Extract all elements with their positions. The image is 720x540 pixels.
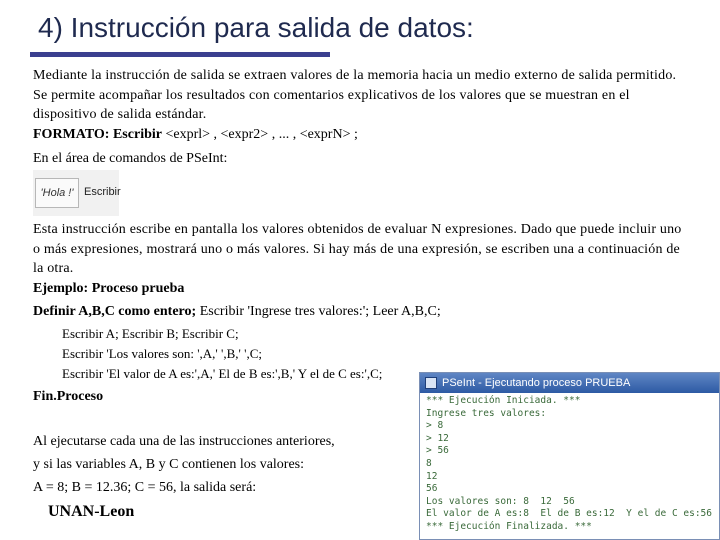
result-line-3: A = 8; B = 12.36; C = 56, la salida será: (33, 480, 257, 495)
app-icon (425, 377, 437, 389)
example-label: Ejemplo: Proceso prueba (33, 281, 185, 296)
code-line-2: Escribir 'Los valores son: ',A,' ',B,' ',C; (62, 346, 263, 361)
format-text: <exprl> , <expr2> , ... , <exprN> ; (161, 127, 358, 142)
code-line-1: Escribir A; Escribir B; Escribir C; (62, 326, 239, 341)
window-title: PSeInt - Ejecutando proceso PRUEBA (442, 377, 631, 389)
area-text: En el área de comandos de PSeInt: (33, 151, 228, 166)
hola-icon: 'Hola !' (35, 178, 79, 208)
page-title: 4) Instrucción para salida de datos: (38, 12, 474, 43)
code-line-3: Escribir 'El valor de A es:',A,' El de B es:',B,' Y el de C es:',C; (62, 366, 383, 381)
result-line-2: y si las variables A, B y C contienen los valores: (33, 457, 305, 472)
format-line (33, 127, 358, 143)
result-line-1: Al ejecutarse cada una de las instrucciones anteriores, (33, 434, 335, 449)
define-label: Definir A,B,C como entero; (33, 304, 197, 319)
end-label: Fin.Proceso (33, 389, 104, 404)
escribir-label: Escribir (84, 186, 121, 198)
pseint-output-window[interactable] (419, 372, 720, 540)
window-titlebar[interactable] (420, 373, 719, 393)
escribir-button[interactable] (33, 170, 119, 216)
signature: UNAN-Leon (48, 503, 135, 520)
intro-paragraph: Mediante la instrucción de salida se extraen valores de la memoria hacia un medio externo de salida permitido. Se permite acompañar los resultados con comentarios explicativos de los valores que se muestran en el dispositivo de salida estándar. (33, 68, 677, 122)
define-rest: Escribir 'Ingrese tres valores:'; Leer A,B,C; (196, 304, 441, 319)
define-line (33, 304, 441, 320)
console-output: *** Ejecución Iniciada. *** Ingrese tres valores: > 8 > 12 > 56 8 12 56 Los valores son: 8 12 56 El valor de A es:8 El de B es:12 Y el de C es:56 *** Ejecución Finalizada. *** (426, 395, 712, 532)
title-underline (30, 52, 330, 57)
format-label: FORMATO: Escribir (33, 127, 162, 142)
description-paragraph: Esta instrucción escribe en pantalla los valores obtenidos de evaluar N expresiones. Dado que puede incluir uno o más expresiones, mostrará uno o más valores. Si hay más de una expresión, se escriben una a continuación de la otra. (33, 222, 682, 276)
